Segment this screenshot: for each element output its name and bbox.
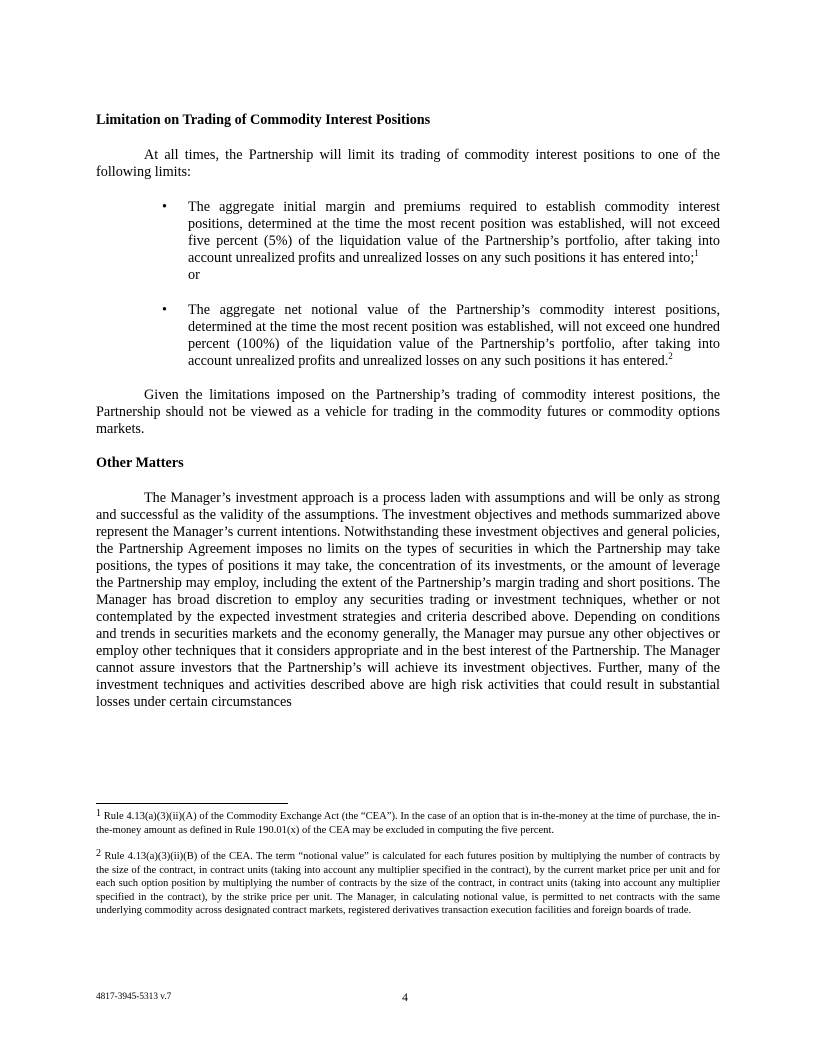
limitations-paragraph: Given the limitations imposed on the Partnership’s trading of commodity interest positions, the Partnership should not be viewed as a vehicle for trading in the commodity futures or commodity options markets. xyxy=(96,387,720,437)
footnote-ref-1: 1 xyxy=(694,248,699,258)
footnote-ref-2: 2 xyxy=(668,351,673,361)
page-number: 4 xyxy=(402,990,408,1004)
document-body xyxy=(96,112,720,711)
limit-item-text: The aggregate initial margin and premiums required to establish commodity interest positions, determined at the time the most recent position was established, will not exceed five percent (5%) of the liquidation value of the Partnership’s portfolio, after taking into account unrealized profits and unrealized losses on any such positions it has entered into; xyxy=(188,199,720,266)
bullet-icon: • xyxy=(162,199,167,215)
bullet-icon: • xyxy=(162,302,167,318)
footnote-number: 2 xyxy=(96,848,101,859)
section-heading-other-matters: Other Matters xyxy=(96,455,184,471)
limits-list xyxy=(96,199,720,370)
document-id: 4817-3945-5313 v.7 xyxy=(96,992,172,1002)
limit-item-margin xyxy=(96,199,720,284)
footnote-separator xyxy=(96,803,288,804)
footnote-2 xyxy=(96,850,720,918)
intro-paragraph: At all times, the Partnership will limit its trading of commodity interest positions to one of the following limits: xyxy=(96,147,720,180)
footnote-text: Rule 4.13(a)(3)(ii)(B) of the CEA. The term “notional value” is calculated for each futures position by multiplying the number of contracts by the size of the contract, in contract units (taking into account any multiplier specified in the contract), by the current market price per unit and for each such option position by multiplying the number of contracts by the size of the contract, in contract units (taking into account any multiplier specified in the contract), by the strike price per unit. The Manager, in calculating notional value, is permitted to net contracts with the same underlying commodity across designated contract markets, registered derivatives transaction execution facilities and foreign boards of trade. xyxy=(96,851,720,916)
limit-item-text: The aggregate net notional value of the Partnership’s commodity interest positions, determined at the time the most recent position was established, will not exceed one hundred percent (100%) of the liquidation value of the Partnership’s portfolio, after taking into account unrealized profits and unrealized losses on any such positions it has entered. xyxy=(188,302,720,369)
footnote-number: 1 xyxy=(96,808,101,819)
footnotes xyxy=(96,810,720,918)
footnote-text: Rule 4.13(a)(3)(ii)(A) of the Commodity Exchange Act (the “CEA”). In the case of an option that is in-the-money at the time of purchase, the in-the-money amount as defined in Rule 190.01(x) of the CEA may be excluded in computing the five percent. xyxy=(96,811,720,836)
limit-item-notional xyxy=(96,302,720,370)
footnote-1 xyxy=(96,810,720,837)
limit-item-tail: or xyxy=(188,267,200,283)
other-matters-paragraph: The Manager’s investment approach is a process laden with assumptions and will be only as strong and successful as the validity of the assumptions. The investment objectives and methods summarized above represent the Manager’s current intentions. Notwithstanding these investment objectives and general policies, the Partnership Agreement imposes no limits on the types of securities in which the Partnership may take positions, the types of positions it may take, the concentration of its investments, or the amount of leverage the Partnership may employ, including the extent of the Partnership’s margin trading and short positions. The Manager has broad discretion to employ any securities trading or investment techniques, whether or not contemplated by the expected investment strategies and criteria described above. Depending on conditions and trends in securities markets and the economy generally, the Manager may pursue any other objectives or employ other techniques that it considers appropriate and in the best interest of the Partnership. The Manager cannot assure investors that the Partnership’s will achieve its investment objectives. Further, many of the investment techniques and activities described above are high risk activities that could result in substantial losses under certain circumstances xyxy=(96,490,720,710)
section-heading-limitation: Limitation on Trading of Commodity Interest Positions xyxy=(96,112,431,128)
